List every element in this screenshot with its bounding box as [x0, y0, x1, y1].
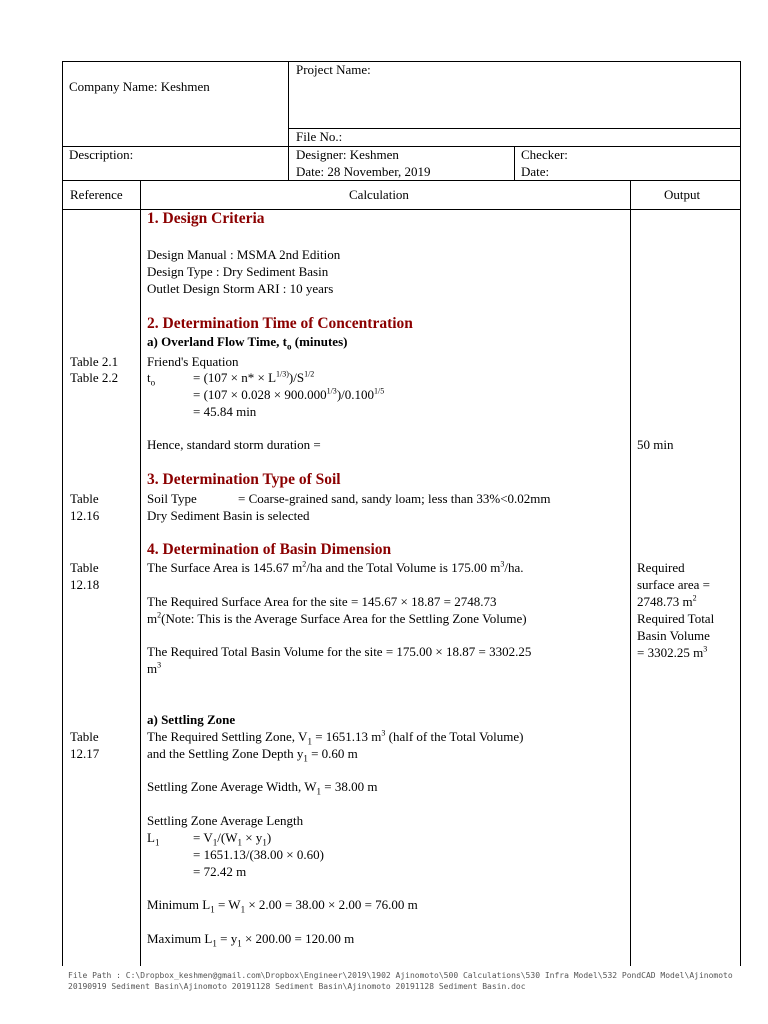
required-surface-area-1: The Required Surface Area for the site = 145.67 × 18.87 = 2748.73 [147, 594, 497, 609]
output-required-total: Required Total [637, 611, 715, 626]
length-eq-1: = $V_1/(W_1 \times y_1)$ [193, 830, 272, 848]
description: Description: [69, 147, 134, 162]
company-name: Company Name: Keshmen [69, 79, 210, 94]
eq-line-2: = $(107 \times 0.028 \times 900.000^{1/3})/0.100^{1/5}$ [193, 386, 385, 402]
col-div-ref [140, 180, 141, 966]
header-hline-columns [62, 180, 741, 181]
ref-table-12-16-a: Table [70, 491, 99, 506]
required-volume-1: The Required Total Basin Volume for the site = 175.00 × 18.87 = 3302.25 [147, 644, 532, 659]
ref-table-2-2: Table 2.2 [70, 370, 119, 385]
settling-volume: The Required Settling Zone, $V_1 = 1651.13$ $m^3$ (half of the Total Volume) [147, 728, 524, 747]
file-no: File No.: [296, 129, 343, 144]
length-eq-3: = 72.42 m [193, 864, 247, 879]
eq-line-3: = 45.84 min [193, 404, 257, 419]
storm-duration-text: Hence, standard storm duration = [147, 437, 321, 452]
maximum-length: Maximum $L_1 = y_1 \times 200.00 = 120.00$ m [147, 931, 355, 949]
ref-table-2-1: Table 2.1 [70, 354, 119, 369]
design-manual: Design Manual : MSMA 2nd Edition [147, 247, 341, 262]
output-basin-volume: Basin Volume [637, 628, 710, 643]
header-hline-file [288, 128, 741, 129]
ref-table-12-17-a: Table [70, 729, 99, 744]
header-vdiv-checker [514, 146, 515, 181]
minimum-length: Minimum $L_1 = W_1 \times 2.00 = 38.00 \times 2.00 = 76.00$ m [147, 897, 418, 915]
surface-area-text: The Surface Area is 145.67 $m^2/ha$ and the Total Volume is 175.00 $m^3/ha$. [147, 559, 524, 575]
output-surface-area-value: 2748.73 $m^2$ [637, 593, 697, 609]
file-path-footer: File Path : C:\Dropbox_keshmen@gmail.com\Dropbox\Engineer\2019\1902 Ajinomoto\500 Calculations\530 Infra Model\532 PondCAD Model\Ajinomoto 20190919 Sediment Basin\Ajinomoto 20191128 Sediment Basin\Ajinomoto 20191128 Sediment Basin.doc [68, 971, 733, 991]
ref-table-12-18-a: Table [70, 560, 99, 575]
ref-table-12-18-b: 12.18 [70, 577, 100, 592]
settling-length-label: Settling Zone Average Length [147, 813, 304, 828]
overland-flow-subtitle: a) Overland Flow Time, $t_o$ (minutes) [147, 334, 348, 352]
section-4-title: 4. Determination of Basin Dimension [147, 541, 392, 558]
output-required: Required [637, 560, 685, 575]
ref-table-12-17-b: 12.17 [70, 746, 100, 761]
settling-depth: and the Settling Zone Depth $y_1 = 0.60$ m [147, 746, 358, 764]
header-vdiv-1 [288, 61, 289, 181]
settling-zone-title: a) Settling Zone [147, 712, 236, 727]
basin-selected: Dry Sediment Basin is selected [147, 508, 310, 523]
table-border-right [740, 61, 741, 966]
design-date: Date: 28 November, 2019 [296, 164, 431, 179]
storm-duration-output: 50 min [637, 437, 674, 452]
section-2-title: 2. Determination Time of Concentration [147, 315, 413, 332]
col-reference: Reference [70, 187, 123, 202]
table-border-top [62, 61, 741, 62]
checker-date: Date: [521, 164, 550, 179]
ref-table-12-16-b: 12.16 [70, 508, 100, 523]
section-3-title: 3. Determination Type of Soil [147, 471, 341, 488]
designer: Designer: Keshmen [296, 147, 399, 162]
required-surface-area-2: $m^2(Note$: This is the Average Surface Area for the Settling Zone Volume) [147, 610, 527, 626]
design-type: Design Type : Dry Sediment Basin [147, 264, 329, 279]
output-surface-area: surface area = [637, 577, 710, 592]
soil-type-value: = Coarse-grained sand, sandy loam; less than 33%<0.02mm [238, 491, 551, 506]
settling-width: Settling Zone Average Width, $W_1 = 38.00$ m [147, 779, 378, 797]
length-eq-2: = 1651.13/(38.00 × 0.60) [193, 847, 324, 862]
required-volume-2: $m^3$ [147, 660, 162, 676]
col-calculation: Calculation [349, 187, 409, 202]
checker: Checker: [521, 147, 568, 162]
project-name: Project Name: [296, 62, 371, 77]
table-border-left [62, 61, 63, 966]
header-hline-desc [62, 146, 741, 147]
output-basin-volume-value: = 3302.25 $m^3$ [637, 644, 708, 660]
friends-equation: Friend's Equation [147, 354, 239, 369]
col-div-output [630, 180, 631, 966]
length-symbol: $L_1$ [147, 830, 160, 848]
section-1-title: 1. Design Criteria [147, 210, 265, 227]
eq-line-1: = $(107 \times n* \times L^{1/3)})/S^{1/2}$ [193, 369, 315, 385]
col-output: Output [664, 187, 701, 202]
to-symbol: $t_o$ [147, 370, 156, 388]
soil-type-label: Soil Type [147, 491, 197, 506]
outlet-design-storm: Outlet Design Storm ARI : 10 years [147, 281, 334, 296]
